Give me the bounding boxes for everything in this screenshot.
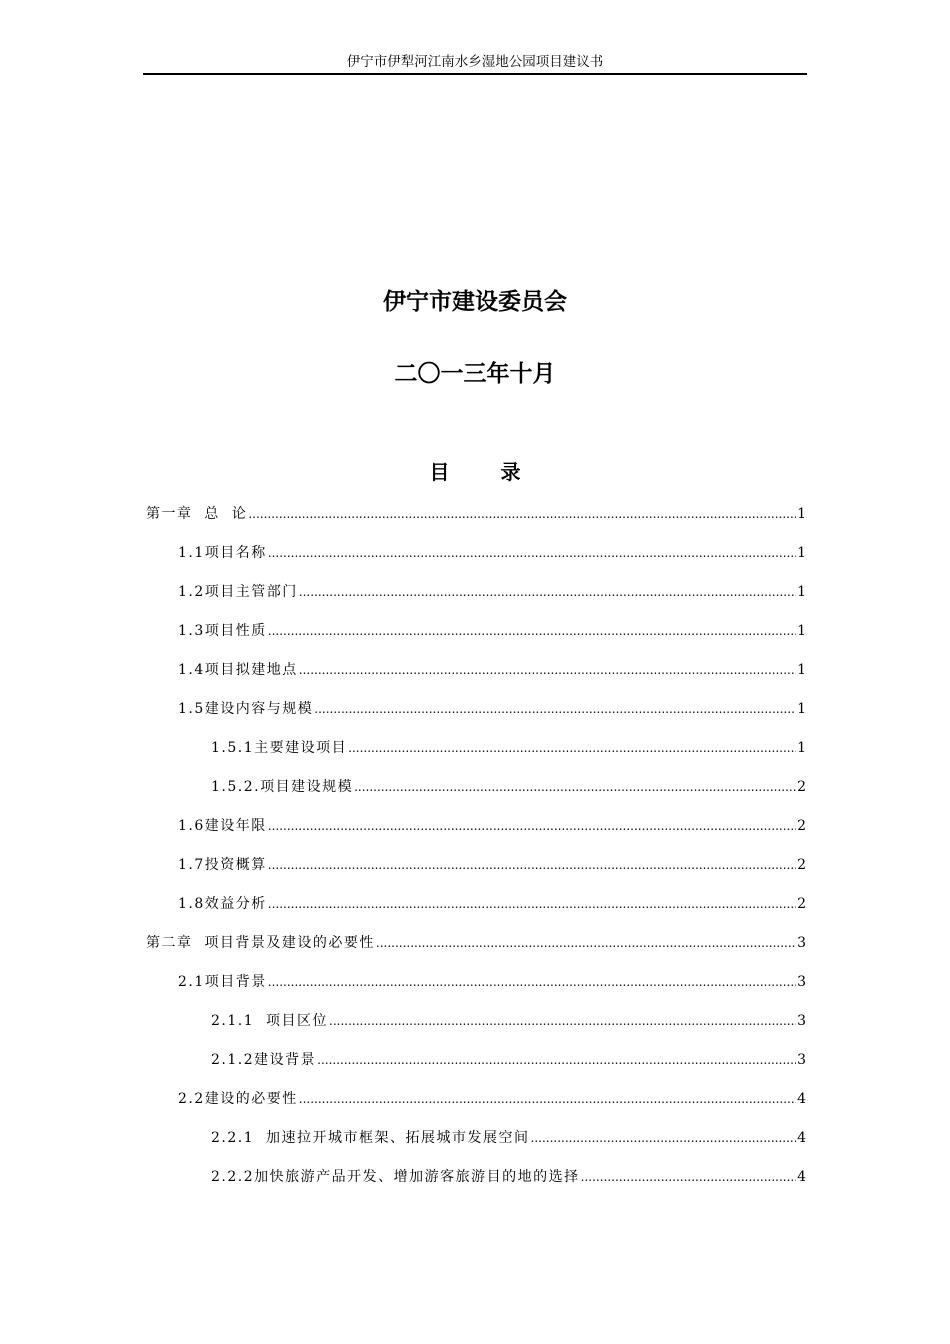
toc-page-number: 2 [797,857,806,873]
toc-entry[interactable] [146,619,806,658]
toc-dot-leader [268,853,796,877]
toc-entry-title: 1.3项目性质 [178,623,267,639]
toc-entry-title: 第一章 总 论 [146,506,248,522]
toc-dot-leader [317,1048,796,1072]
toc-entry[interactable] [146,1048,806,1087]
toc-dot-leader [268,814,796,838]
toc-entry-title: 2.2.1 加速拉开城市框架、拓展城市发展空间 [211,1130,530,1146]
toc-entry[interactable] [146,931,806,970]
table-of-contents [146,502,806,1204]
toc-dot-leader [299,580,796,604]
toc-dot-leader [531,1126,797,1150]
toc-page-number: 2 [797,818,806,834]
toc-page-number: 1 [797,740,806,756]
toc-entry[interactable] [146,658,806,697]
toc-page-number: 1 [797,662,806,678]
toc-entry-title: 2.2.2加快旅游产品开发、增加游客旅游目的地的选择 [211,1169,580,1185]
toc-entry-title: 1.5建设内容与规模 [178,701,314,717]
toc-dot-leader [299,658,796,682]
toc-entry[interactable] [146,697,806,736]
toc-entry[interactable] [146,814,806,853]
toc-entry[interactable] [146,502,806,541]
toc-page-number: 3 [797,935,806,951]
toc-dot-leader [376,931,796,955]
toc-entry[interactable] [146,736,806,775]
toc-entry[interactable] [146,541,806,580]
toc-page-number: 4 [797,1130,806,1146]
toc-entry[interactable] [146,892,806,931]
toc-entry-title: 1.4项目拟建地点 [178,662,298,678]
toc-dot-leader [268,541,796,565]
toc-dot-leader [329,1009,796,1033]
toc-page-number: 4 [797,1169,806,1185]
toc-page-number: 1 [797,701,806,717]
toc-entry-title: 1.6建设年限 [178,818,267,834]
toc-dot-leader [248,502,796,526]
toc-entry[interactable] [146,970,806,1009]
toc-entry-title: 1.5.1主要建设项目 [211,740,348,756]
toc-dot-leader [268,970,796,994]
toc-entry[interactable] [146,1126,806,1165]
toc-entry-title: 1.1项目名称 [178,545,267,561]
toc-entry-title: 2.2建设的必要性 [178,1091,298,1107]
toc-dot-leader [348,736,796,760]
toc-page-number: 3 [797,1052,806,1068]
toc-page-number: 1 [797,584,806,600]
toc-entry[interactable] [146,775,806,814]
toc-entry[interactable] [146,580,806,619]
toc-entry-title: 1.8效益分析 [178,896,267,912]
toc-page-number: 2 [797,779,806,795]
toc-entry-title: 1.2项目主管部门 [178,584,298,600]
running-header: 伊宁市伊犁河江南水乡湿地公园项目建议书 [346,54,604,70]
toc-entry-title: 1.5.2.项目建设规模 [211,779,354,795]
toc-dot-leader [299,1087,796,1111]
organization-name: 伊宁市建设委员会 [383,289,567,315]
toc-entry[interactable] [146,1165,806,1204]
toc-entry[interactable] [146,1087,806,1126]
toc-dot-leader [268,619,796,643]
toc-dot-leader [314,697,796,721]
toc-page-number: 1 [797,545,806,561]
toc-entry-title: 2.1项目背景 [178,974,267,990]
toc-page-number: 4 [797,1091,806,1107]
toc-page-number: 1 [797,623,806,639]
toc-page-number: 3 [797,1013,806,1029]
toc-entry[interactable] [146,853,806,892]
header-rule [143,73,807,75]
document-date: 二〇一三年十月 [394,361,556,387]
toc-entry-title: 2.1.1 项目区位 [211,1013,329,1029]
toc-entry-title: 1.7投资概算 [178,857,267,873]
toc-dot-leader [354,775,796,799]
toc-entry[interactable] [146,1009,806,1048]
toc-page-number: 2 [797,896,806,912]
toc-dot-leader [268,892,796,916]
toc-page-number: 1 [797,506,806,522]
toc-dot-leader [581,1165,796,1189]
toc-title: 目 录 [429,460,543,484]
toc-page-number: 3 [797,974,806,990]
toc-entry-title: 第二章 项目背景及建设的必要性 [146,935,375,951]
toc-entry-title: 2.1.2建设背景 [211,1052,317,1068]
